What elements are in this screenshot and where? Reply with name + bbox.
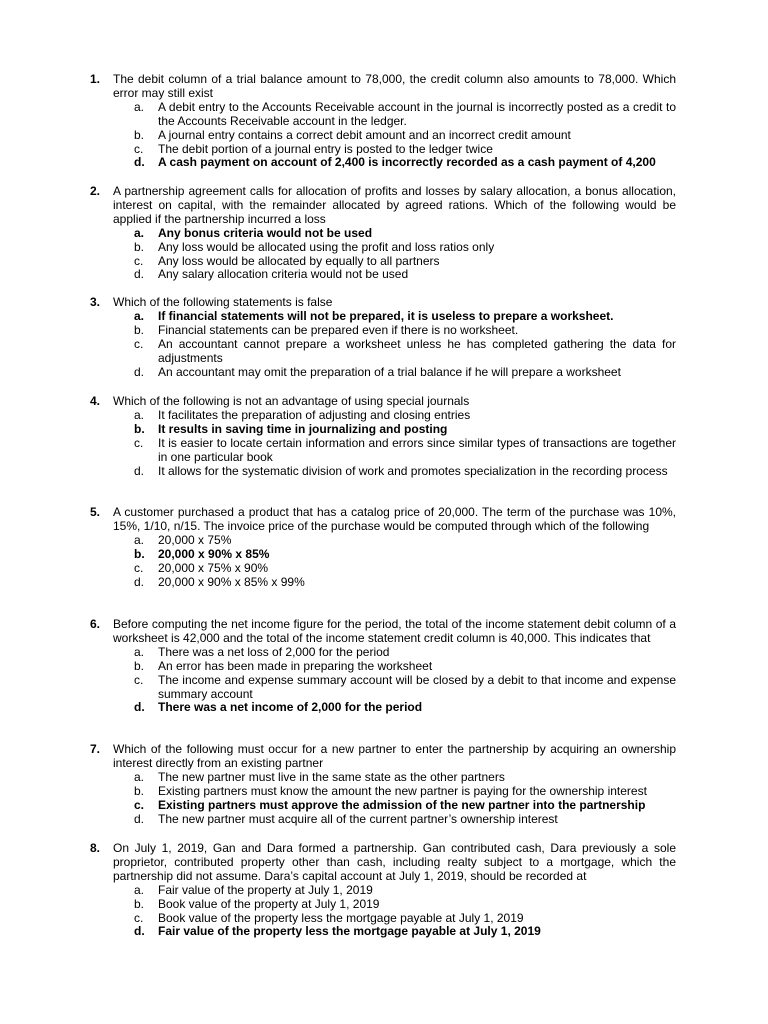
option-text: 20,000 x 90% x 85% x 99% [158,574,305,589]
question-number: 6. [90,617,101,631]
option-b [90,898,676,912]
option-text: Any loss would be allocated by equally to all partners [158,253,440,268]
option-c [90,437,676,465]
option-text: It results in saving time in journalizing and posting [158,421,448,436]
option-d-correct-answer [90,925,676,939]
option-b [90,660,676,674]
option-a [90,646,676,660]
option-c [90,255,676,269]
option-text: The new partner must acquire all of the current partner’s ownership interest [158,811,558,826]
option-d [90,813,676,827]
option-text: Book value of the property less the mortgage payable at July 1, 2019 [158,910,524,925]
option-letter: a. [134,532,145,547]
question-6 [90,618,676,715]
option-letter: c. [134,910,144,925]
option-text: It is easier to locate certain information and errors since similar types of transactions are together in one particular book [158,435,676,464]
option-text: Book value of the property at July 1, 2019 [158,896,380,911]
option-letter: c. [134,141,144,156]
option-text: 20,000 x 75% [158,532,232,547]
option-b [90,324,676,338]
option-letter: d. [134,364,145,379]
option-a-correct-answer [90,227,676,241]
option-d [90,268,676,282]
option-d-correct-answer [90,701,676,715]
question-1 [90,73,676,170]
option-letter: c. [134,336,144,351]
question-2 [90,185,676,282]
option-letter: a. [134,225,145,240]
question-3 [90,296,676,379]
question-number: 4. [90,394,101,408]
option-b [90,785,676,799]
answer-options [90,884,676,940]
question-text: A customer purchased a product that has a catalog price of 20,000. The term of the purchase was 10%, 15%, 1/10, n/15. The invoice price of the purchase would be computed through which of the following [113,505,676,533]
answer-options [90,409,676,479]
option-text: Existing partners must know the amount the new partner is paying for the ownership interest [158,783,647,798]
option-text: Existing partners must approve the admission of the new partner into the partnership [158,797,646,812]
option-b-correct-answer [90,423,676,437]
option-letter: b. [134,421,145,436]
option-text: It allows for the systematic division of work and promotes specialization in the recording process [158,463,668,478]
option-letter: a. [134,407,145,422]
option-d [90,465,676,479]
option-text: The income and expense summary account will be closed by a debit to that income and expense summary account [158,672,676,701]
option-text: It facilitates the preparation of adjusting and closing entries [158,407,471,422]
answer-options [90,101,676,171]
option-text: An accountant cannot prepare a worksheet unless he has completed gathering the data for adjustments [158,336,676,365]
question-8 [90,842,676,939]
option-letter: a. [134,644,145,659]
option-b-correct-answer [90,548,676,562]
option-letter: b. [134,127,145,142]
option-letter: a. [134,882,145,897]
option-b [90,129,676,143]
option-c [90,562,676,576]
option-a [90,101,676,129]
question-number: 1. [90,72,101,86]
answer-options [90,534,676,590]
question-text: Which of the following statements is false [113,295,333,309]
answer-options [90,771,676,827]
option-letter: b. [134,546,145,561]
answer-options [90,310,676,380]
option-c [90,143,676,157]
option-letter: d. [134,700,145,715]
option-a [90,409,676,423]
option-letter: b. [134,783,145,798]
option-letter: a. [134,99,145,114]
question-number: 3. [90,295,101,309]
question-number: 2. [90,184,101,198]
option-letter: b. [134,322,145,337]
option-text: An accountant may omit the preparation of a trial balance if he will prepare a worksheet [158,364,621,379]
option-text: Financial statements can be prepared even if there is no worksheet. [158,322,519,337]
option-letter: d. [134,924,145,939]
question-number: 8. [90,841,101,855]
option-text: The debit portion of a journal entry is posted to the ledger twice [158,141,493,156]
question-7 [90,743,676,826]
option-text: The new partner must live in the same state as the other partners [158,769,505,784]
question-text: On July 1, 2019, Gan and Dara formed a partnership. Gan contributed cash, Dara previously a sole proprietor, contributed property other than cash, including realty subject to a mortgage, which the partnership did not assume. Dara’s capital account at July 1, 2019, should be recorded at [113,841,676,883]
question-text: The debit column of a trial balance amount to 78,000, the credit column also amounts to 78,000. Which error may still exist [113,72,676,100]
option-letter: c. [134,672,144,687]
option-text: A debit entry to the Accounts Receivable account in the journal is incorrectly posted as a credit to the Accounts Receivable account in the ledger. [158,99,676,128]
question-text: Before computing the net income figure for the period, the total of the income statement debit column of a worksheet is 42,000 and the total of the income statement credit column is 40,000. This indicates that [113,617,676,645]
answer-options [90,646,676,716]
option-c-correct-answer [90,799,676,813]
option-text: A journal entry contains a correct debit amount and an incorrect credit amount [158,127,571,142]
question-5 [90,506,676,589]
option-a [90,534,676,548]
option-a [90,884,676,898]
option-c [90,912,676,926]
option-text: There was a net income of 2,000 for the period [158,700,423,715]
option-letter: d. [134,463,145,478]
option-letter: a. [134,769,145,784]
option-text: If financial statements will not be prepared, it is useless to prepare a worksheet. [158,308,614,323]
option-letter: c. [134,797,145,812]
option-c [90,338,676,366]
option-letter: a. [134,308,145,323]
option-letter: c. [134,253,144,268]
option-letter: b. [134,896,145,911]
option-text: Any bonus criteria would not be used [158,225,373,240]
option-d [90,366,676,380]
question-text: Which of the following must occur for a new partner to enter the partnership by acquiring an ownership interest directly from an existing partner [113,742,676,770]
option-d-correct-answer [90,156,676,170]
option-text: An error has been made in preparing the worksheet [158,658,433,673]
option-letter: b. [134,239,145,254]
option-letter: d. [134,811,145,826]
option-text: 20,000 x 90% x 85% [158,546,270,561]
option-text: A cash payment on account of 2,400 is incorrectly recorded as a cash payment of 4,200 [158,155,656,170]
question-text: Which of the following is not an advantage of using special journals [113,394,470,408]
option-letter: d. [134,574,145,589]
question-text: A partnership agreement calls for allocation of profits and losses by salary allocation, a bonus allocation, interest on capital, with the remainder allocated by agreed rations. Which of the following would be applied if the partnership incurred a loss [113,184,676,226]
answer-options [90,227,676,283]
option-text: Fair value of the property less the mortgage payable at July 1, 2019 [158,924,541,939]
option-text: There was a net loss of 2,000 for the period [158,644,390,659]
question-4 [90,395,676,478]
option-letter: b. [134,658,145,673]
option-text: Any loss would be allocated using the profit and loss ratios only [158,239,495,254]
option-text: 20,000 x 75% x 90% [158,560,269,575]
option-c [90,674,676,702]
option-text: Any salary allocation criteria would not be used [158,267,409,282]
option-letter: c. [134,560,144,575]
question-number: 5. [90,505,101,519]
question-number: 7. [90,742,101,756]
option-letter: d. [134,267,145,282]
option-d [90,576,676,590]
option-a-correct-answer [90,310,676,324]
option-letter: c. [134,435,144,450]
option-b [90,241,676,255]
option-text: Fair value of the property at July 1, 2019 [158,882,373,897]
option-a [90,771,676,785]
option-letter: d. [134,155,145,170]
